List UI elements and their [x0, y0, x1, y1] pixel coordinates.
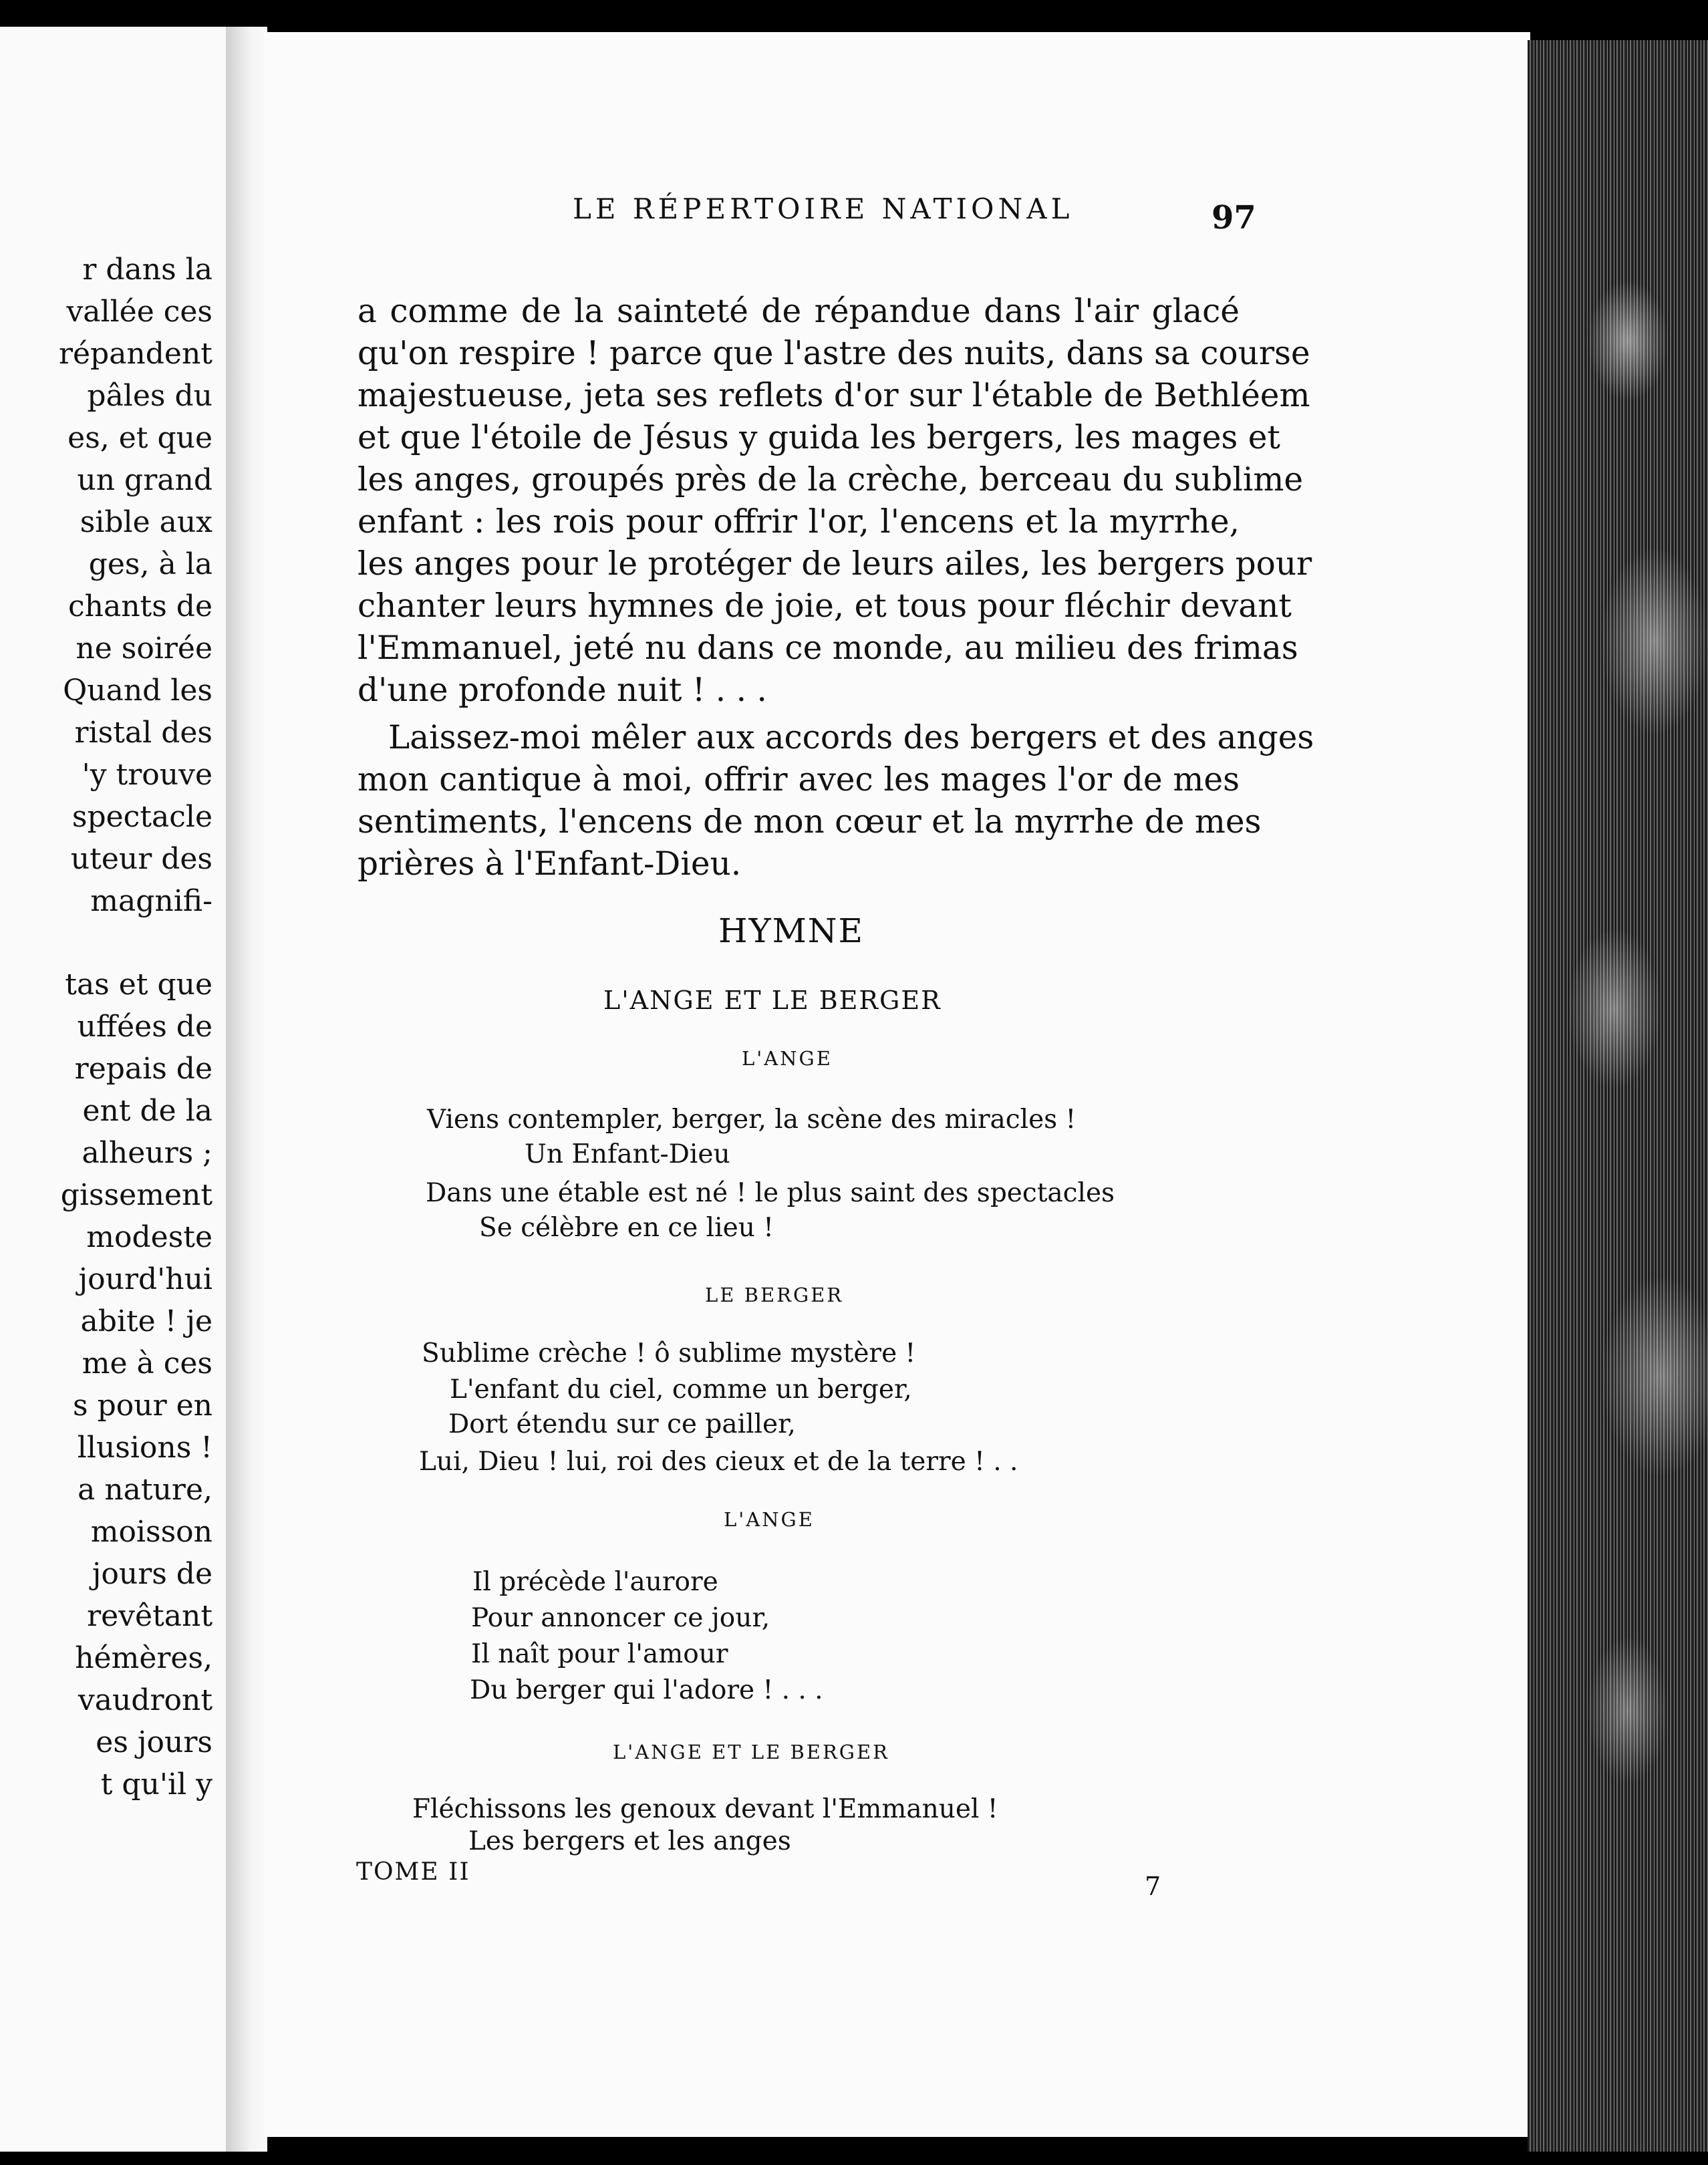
hymn-subtitle: L'ANGE ET LE BERGER: [603, 986, 942, 1015]
speaker-label: L'ANGE: [724, 1508, 815, 1531]
left-page-line: magnifi-: [90, 884, 212, 918]
speaker-label: L'ANGE: [742, 1047, 833, 1070]
left-page-line: chants de: [67, 589, 212, 623]
book-edge: [1528, 40, 1708, 2152]
left-page-line: llusions !: [77, 1431, 212, 1465]
speaker-label: L'ANGE ET LE BERGER: [613, 1741, 889, 1763]
left-page-line: spectacle: [72, 800, 212, 834]
book-page: [264, 32, 1530, 2137]
left-page-line: modeste: [86, 1220, 212, 1254]
left-page-line: pâles du: [87, 379, 212, 413]
left-page-line: uffées de: [77, 1010, 212, 1044]
left-page-line: abite ! je: [80, 1304, 212, 1338]
verse-line: Du berger qui l'adore ! . . .: [470, 1675, 823, 1705]
left-page-line: r dans la: [82, 253, 212, 287]
verse-line: Se célèbre en ce lieu !: [479, 1213, 774, 1243]
verse-line: Lui, Dieu ! lui, roi des cieux et de la terre ! . .: [419, 1447, 1018, 1477]
prose-line: prières à l'Enfant-Dieu.: [358, 845, 742, 883]
verse-line: Il précède l'aurore: [472, 1567, 718, 1597]
prose-line: chanter leurs hymnes de joie, et tous pour fléchir devant: [358, 587, 1292, 625]
book-gutter: [226, 27, 267, 2152]
page-number: 97: [1212, 199, 1256, 237]
prose-line: enfant : les rois pour offrir l'or, l'encens et la myrrhe,: [358, 503, 1240, 541]
prose-line: a comme de la sainteté de répandue dans l'air glacé: [358, 293, 1240, 330]
left-page-line: Quand les: [63, 674, 212, 708]
prose-line: les anges, groupés près de la crèche, berceau du sublime: [358, 461, 1304, 498]
left-page-line: répandent: [58, 337, 212, 371]
left-page-line: jours de: [92, 1557, 212, 1591]
left-page-line: es jours: [96, 1725, 212, 1759]
left-page-line: uteur des: [70, 842, 212, 876]
volume-label: TOME II: [356, 1858, 470, 1886]
verse-line: Les bergers et les anges: [468, 1826, 791, 1856]
left-page-line: ristal des: [74, 716, 212, 750]
prose-line: qu'on respire ! parce que l'astre des nuits, dans sa course: [358, 335, 1310, 372]
left-page-line: me à ces: [82, 1346, 212, 1381]
verse-line: Dort étendu sur ce pailler,: [448, 1409, 796, 1439]
prose-line: les anges pour le protéger de leurs ailes, les bergers pour: [358, 545, 1312, 583]
left-page-line: vallée ces: [66, 295, 212, 329]
left-page-line: 'y trouve: [82, 758, 212, 792]
left-page-line: s pour en: [73, 1389, 212, 1423]
left-page-line: hémères,: [75, 1641, 212, 1675]
verse-line: Il naît pour l'amour: [471, 1639, 728, 1669]
verse-line: Fléchissons les genoux devant l'Emmanuel !: [412, 1794, 998, 1824]
left-page-line: alheurs ;: [82, 1136, 212, 1170]
prose-line: l'Emmanuel, jeté nu dans ce monde, au milieu des frimas: [358, 629, 1298, 667]
verse-line: Pour annoncer ce jour,: [471, 1603, 770, 1633]
hymn-title: HYMNE: [718, 911, 865, 950]
left-page-line: t qu'il y: [100, 1767, 212, 1801]
left-page-line: a nature,: [78, 1473, 212, 1507]
verse-line: L'enfant du ciel, comme un berger,: [450, 1375, 912, 1405]
verse-line: Dans une étable est né ! le plus saint des spectacles: [426, 1178, 1115, 1208]
left-page-line: revêtant: [87, 1599, 212, 1633]
left-page-line: gissement: [60, 1178, 212, 1212]
verse-line: Un Enfant-Dieu: [525, 1139, 730, 1169]
left-page-line: moisson: [90, 1515, 212, 1549]
left-page-line: repais de: [74, 1052, 212, 1086]
prose-line: majestueuse, jeta ses reflets d'or sur l'étable de Bethléem: [358, 377, 1310, 414]
prose-line: mon cantique à moi, offrir avec les mages l'or de mes: [358, 761, 1240, 799]
speaker-label: LE BERGER: [705, 1284, 844, 1306]
verse-line: Sublime crèche ! ô sublime mystère !: [422, 1338, 916, 1368]
running-title: LE RÉPERTOIRE NATIONAL: [573, 192, 1074, 225]
verse-line: Viens contempler, berger, la scène des miracles !: [427, 1105, 1077, 1135]
prose-line: sentiments, l'encens de mon cœur et la myrrhe de mes: [358, 803, 1262, 841]
prose-line: Laissez-moi mêler aux accords des bergers et des anges: [388, 719, 1314, 756]
left-page-line: tas et que: [65, 968, 212, 1002]
prose-line: et que l'étoile de Jésus y guida les bergers, les mages et: [358, 419, 1280, 456]
left-page-line: vaudront: [78, 1683, 212, 1717]
left-page-line: jourd'hui: [78, 1262, 212, 1296]
left-page-line: ne soirée: [76, 631, 212, 666]
signature-mark: 7: [1145, 1872, 1161, 1901]
left-page-line: ent de la: [82, 1094, 212, 1128]
left-page-line: un grand: [77, 463, 212, 497]
prose-line: d'une profonde nuit ! . . .: [358, 672, 767, 709]
left-page-fragment: [0, 27, 227, 2152]
left-page-line: ges, à la: [88, 547, 212, 581]
left-page-line: sible aux: [80, 505, 212, 539]
left-page-line: es, et que: [67, 421, 212, 455]
